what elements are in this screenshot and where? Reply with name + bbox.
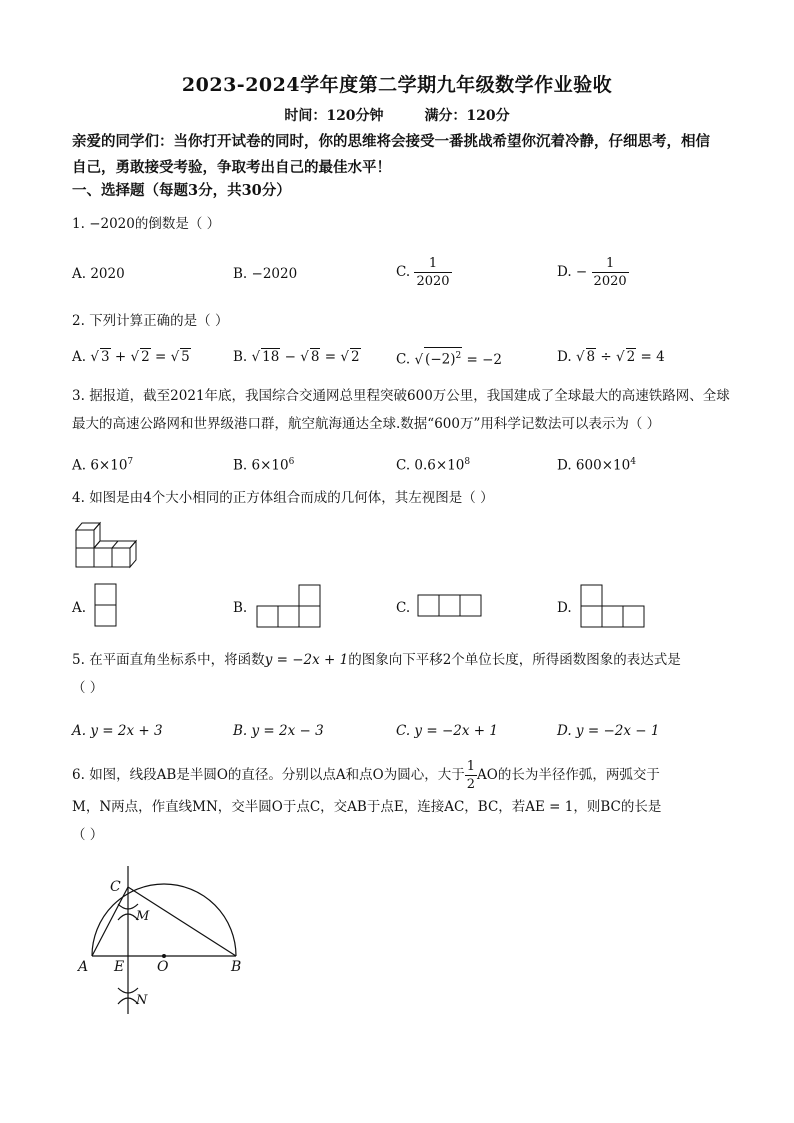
q6-frac-num: 1 <box>466 759 476 774</box>
q5-option-c[interactable]: C. y = −2x + 1 <box>396 723 498 739</box>
label-m: M <box>136 909 150 924</box>
q1-d-denominator: 2020 <box>593 274 627 289</box>
q5-option-d[interactable]: D. y = −2x − 1 <box>557 723 660 739</box>
q3-stem: 据报道，截至2021年底，我国综合交通网总里程突破600万公里，我国建成了全球最大的高速铁路网、全球最大的高速公路网和世界级港口群，航空航海通达全球.数据“600万”用科学记数法可以表示为（ ） <box>72 388 730 432</box>
q2-number: 2. <box>72 313 85 329</box>
q3-c-text: C. 0.6×10 <box>396 457 465 474</box>
q4-option-b-figure[interactable] <box>256 584 324 630</box>
q3-d-exp: 4 <box>630 457 636 467</box>
label-n: N <box>136 993 148 1008</box>
question-2 <box>72 307 732 335</box>
q6-line1-a: 如图，线段AB是半圆O的直径。分别以点A和点O为圆心，大于 <box>89 767 465 783</box>
question-5 <box>72 646 732 702</box>
question-6 <box>72 758 732 849</box>
label-o: O <box>157 959 169 975</box>
label-b: B <box>231 959 242 975</box>
q2-stem: 下列计算正确的是（ ） <box>89 313 229 329</box>
q6-frac-den: 2 <box>466 777 476 792</box>
q5-option-a[interactable]: A. y = 2x + 3 <box>72 723 163 739</box>
section-heading: 一、选择题（每题3分，共30分） <box>72 182 291 199</box>
q4-option-a-figure[interactable] <box>94 583 118 629</box>
q2-d-label: D. <box>557 349 572 365</box>
q2-option-a[interactable] <box>72 347 191 367</box>
q2-d-expr: √ 8 ÷ √ 2 = 4 <box>576 349 665 365</box>
center-point <box>162 954 166 958</box>
q4-option-c-label[interactable]: C. <box>396 600 411 616</box>
label-c: C <box>110 879 121 895</box>
q4-stem: 如图是由4个大小相同的正方体组合而成的几何体，其左视图是（ ） <box>89 490 494 506</box>
q1-c-label: C. <box>396 264 411 280</box>
q1-c-denominator: 2020 <box>416 274 450 289</box>
q1-d-label: D. − <box>557 264 588 280</box>
q3-number: 3. <box>72 388 85 404</box>
q5-option-b[interactable]: B. y = 2x − 3 <box>233 723 324 739</box>
q2-c-expr: √ $(-2)^2 = -2$ <box>414 352 502 368</box>
exam-title: 2023-2024学年度第二学期九年级数学作业验收 <box>181 74 613 96</box>
q1-d-fraction <box>592 255 629 290</box>
q2-option-d[interactable] <box>557 347 665 367</box>
q3-option-c[interactable] <box>396 452 470 476</box>
question-4 <box>72 484 732 512</box>
q1-stem-value: −2020 <box>89 216 135 232</box>
q5-number: 5. <box>72 652 85 668</box>
q4-option-b-label[interactable]: B. <box>233 600 248 616</box>
q4-number: 4. <box>72 490 85 506</box>
label-a: A <box>78 959 89 975</box>
q1-option-b[interactable]: B. −2020 <box>233 266 298 282</box>
exam-time: 时间：120分钟 <box>284 108 384 124</box>
q1-c-fraction <box>414 255 451 290</box>
q6-geometry-figure <box>72 860 262 1020</box>
q3-option-d[interactable] <box>557 452 636 476</box>
q1-option-c[interactable] <box>396 255 452 290</box>
q1-d-numerator: 1 <box>592 255 629 273</box>
q4-option-a-label[interactable]: A. <box>72 600 87 616</box>
q1-option-d[interactable] <box>557 255 629 290</box>
q4-option-d-label[interactable]: D. <box>557 600 572 616</box>
q4-solid-figure <box>72 518 154 574</box>
q2-c-label: C. <box>396 351 411 368</box>
q6-fraction <box>465 758 477 793</box>
q2-option-b[interactable] <box>233 347 361 367</box>
q6-number: 6. <box>72 767 85 783</box>
q1-number: 1. <box>72 216 85 232</box>
q3-c-exp: 8 <box>464 457 471 467</box>
q2-option-c[interactable] <box>396 347 502 370</box>
q6-line1-b: AO的长为半径作弧，两弧交于 <box>477 767 660 783</box>
q1-stem: 的倒数是（ ） <box>134 216 221 232</box>
q4-option-c-figure[interactable] <box>417 594 485 620</box>
exam-score: 满分：120分 <box>424 108 510 124</box>
q4-option-d-figure[interactable] <box>580 584 648 630</box>
q3-option-a[interactable] <box>72 452 133 476</box>
question-3 <box>72 382 732 438</box>
label-e: E <box>114 959 125 975</box>
q3-d-text: D. 600×10 <box>557 457 631 474</box>
q6-line2: M，N两点，作直线MN，交半圆O于点C，交AB于点E，连接AC，BC，若AE = 1，则BC的长是 <box>72 799 662 815</box>
q3-b-text: B. 6×10 <box>233 457 289 474</box>
q5-stem-c: （ ） <box>72 680 104 696</box>
exam-subtitle <box>0 105 794 125</box>
q1-option-a[interactable]: A. 2020 <box>72 266 125 282</box>
q5-stem-b: 的图象向下平移2个单位长度，所得函数图象的表达式是 <box>348 652 681 668</box>
q5-function: y = −2x + 1 <box>264 652 349 668</box>
question-1 <box>72 210 732 238</box>
q2-b-expr: √ 18 − √ 8 = √ 2 <box>252 349 361 365</box>
q3-option-b[interactable] <box>233 452 294 476</box>
q5-stem-a: 在平面直角坐标系中，将函数 <box>89 652 265 668</box>
q1-c-numerator: 1 <box>414 255 451 273</box>
q2-a-expr: √ 3 + √ 2 = √ 5 <box>90 349 190 365</box>
q2-a-label: A. <box>72 349 87 365</box>
q2-b-label: B. <box>233 349 248 365</box>
q6-line3: （ ） <box>72 827 104 843</box>
q3-a-exp: 7 <box>127 457 134 467</box>
q3-b-exp: 6 <box>288 457 295 467</box>
q3-a-text: A. 6×10 <box>72 457 128 474</box>
intro-text: 亲爱的同学们：当你打开试卷的同时，你的思维将会接受一番挑战希望你沉着冷静，仔细思考，相信自己，勇敢接受考验，争取考出自己的最佳水平！ <box>72 133 710 176</box>
